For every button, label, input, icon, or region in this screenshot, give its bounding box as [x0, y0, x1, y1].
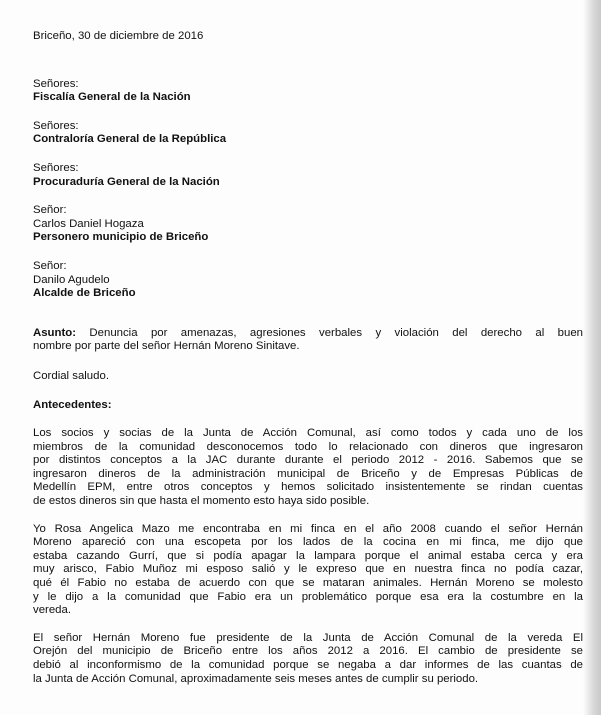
- recipient-salutation: Señores:: [33, 161, 79, 174]
- paragraph-line: vereda.: [33, 604, 71, 617]
- recipient-name: Carlos Daniel Hogaza: [33, 217, 144, 230]
- recipient-title: Procuraduría General de la Nación: [33, 175, 220, 188]
- recipient-salutation: Señor:: [33, 204, 67, 217]
- paragraph-line: debió al inconformismo de la comunidad porque se negaba a dar informes de las cuantas de: [33, 659, 583, 671]
- paragraph-line: y le dijo a la comunidad que Fabio era un problemático porque esa era la costumbre en la: [33, 590, 583, 603]
- recipient-salutation: Señor:: [33, 259, 67, 272]
- recipient-title: Alcalde de Briceño: [33, 287, 136, 300]
- recipient-block: [33, 204, 583, 245]
- page-shadow-edge: [583, 0, 601, 715]
- subject-line-2: nombre por parte del señor Hernán Moreno Sinitave.: [33, 340, 300, 353]
- paragraph-line: Los socios y socias de la Junta de Acción Comunal, así como todos y cada uno de los: [33, 427, 583, 440]
- paragraph-line: El señor Hernán Moreno fue presidente de la Junta de Acción Comunal de la vereda El: [33, 631, 583, 644]
- date-line: Briceño, 30 de diciembre de 2016: [33, 30, 204, 42]
- recipient-block: [33, 78, 583, 105]
- recipient-salutation: Señores:: [33, 77, 79, 90]
- recipient-title: Fiscalía General de la Nación: [33, 91, 191, 104]
- paragraph-3: [33, 632, 583, 686]
- recipient-block: [33, 162, 583, 189]
- paragraph-line: muy arisco, Fabio Muñoz mi esposo salió y le expreso que en nuestra finca no podía cazar,: [33, 563, 583, 576]
- paragraph-line: ingresaron dineros de la administración municipal de Briceño y de Empresas Públicas de: [33, 467, 583, 480]
- paragraph-line: Moreno apareció con una escopeta por los lados de la cocina en mi finca, me dijo que: [33, 536, 583, 549]
- paragraph-line: qué él Fabio no estaba de acuerdo con que se mataran animales. Hernán Moreno se molesto: [33, 577, 583, 590]
- recipient-block: [33, 260, 583, 301]
- paragraph-2: [33, 523, 583, 618]
- greeting: Cordial saludo.: [33, 369, 109, 382]
- paragraph-line: Orejón del municipio de Briceño entre los años 2012 a 2016. El cambio de presidente se: [33, 645, 583, 658]
- subject-label: Asunto:: [33, 326, 77, 339]
- paragraph-line: miembros de la comunidad desconocemos todo lo relacionado con dineros que ingresaron: [33, 440, 583, 453]
- background-heading: Antecedentes:: [33, 398, 112, 411]
- paragraph-line: por distintos conceptos a la JAC durante durante el periodo 2012 - 2016. Sabemos que se: [33, 454, 583, 467]
- recipient-title: Personero municipio de Briceño: [33, 231, 209, 244]
- subject-line-1: Denuncia por amenazas, agresiones verbales y violación del derecho al buen: [89, 326, 583, 339]
- recipient-title: Contraloría General de la República: [33, 133, 227, 146]
- recipient-block: [33, 120, 583, 147]
- recipient-name: Danilo Agudelo: [33, 273, 110, 286]
- paragraph-line: Medellín EPM, entre otros conceptos y hemos solicitado insistentemente se rindan cuentas: [33, 481, 583, 494]
- paragraph-line: estaba cazando Gurrí, que si podía apagar la lampara porque el animal estaba cerca y era: [33, 549, 583, 562]
- recipient-salutation: Señores:: [33, 119, 79, 132]
- paragraph-line: la Junta de Acción Comunal, aproximadamente seis meses antes de cumplir su periodo.: [33, 672, 479, 685]
- subject-block: [33, 327, 583, 354]
- paragraph-line: de estos dineros sin que hasta el momento esto haya sido posible.: [33, 495, 370, 508]
- paragraph-line: Yo Rosa Angelica Mazo me encontraba en mi finca en el año 2008 cuando el señor Hernán: [33, 522, 583, 535]
- paragraph-1: [33, 427, 583, 509]
